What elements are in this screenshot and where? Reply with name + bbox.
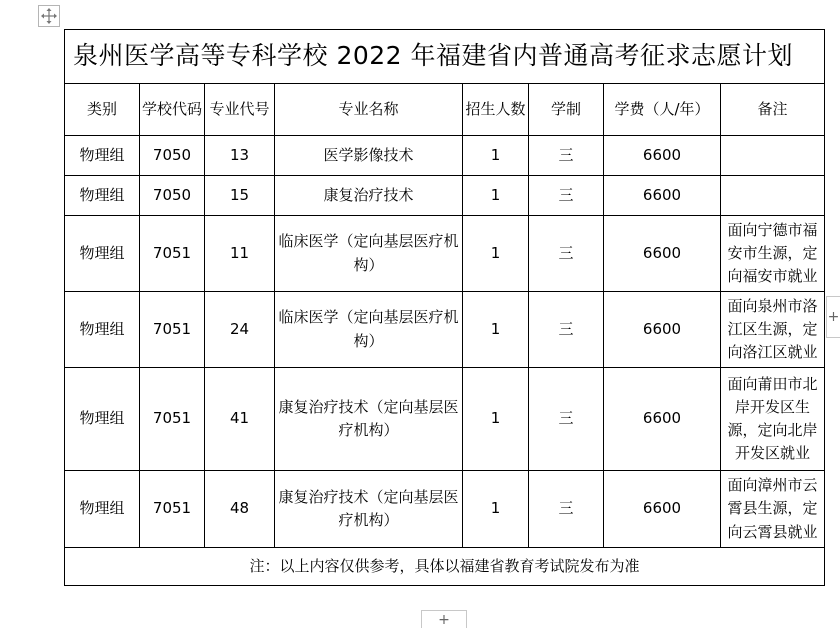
header-category[interactable]: 类别	[65, 84, 140, 136]
cell-major-code[interactable]: 41	[205, 368, 275, 471]
cell-major-code[interactable]: 24	[205, 292, 275, 368]
cell-major-name[interactable]: 康复治疗技术	[275, 176, 463, 216]
header-row	[65, 84, 825, 136]
cell-major-name[interactable]: 临床医学（定向基层医疗机构）	[275, 216, 463, 292]
cell-school-code[interactable]: 7051	[140, 216, 205, 292]
cell-category[interactable]: 物理组	[65, 216, 140, 292]
header-duration[interactable]: 学制	[529, 84, 604, 136]
cell-category[interactable]: 物理组	[65, 136, 140, 176]
cell-remark[interactable]	[721, 136, 825, 176]
cell-school-code[interactable]: 7050	[140, 136, 205, 176]
cell-enroll[interactable]: 1	[463, 471, 529, 548]
header-enroll[interactable]: 招生人数	[463, 84, 529, 136]
enrollment-plan-table	[64, 29, 825, 586]
cell-duration[interactable]: 三	[529, 368, 604, 471]
cell-category[interactable]: 物理组	[65, 471, 140, 548]
cell-tuition[interactable]: 6600	[604, 176, 721, 216]
cell-school-code[interactable]: 7051	[140, 471, 205, 548]
cell-school-code[interactable]: 7051	[140, 292, 205, 368]
cell-enroll[interactable]: 1	[463, 176, 529, 216]
cell-school-code[interactable]: 7051	[140, 368, 205, 471]
cell-duration[interactable]: 三	[529, 216, 604, 292]
header-school-code[interactable]: 学校代码	[140, 84, 205, 136]
cell-remark[interactable]	[721, 176, 825, 216]
table-row	[65, 368, 825, 471]
cell-duration[interactable]: 三	[529, 176, 604, 216]
table-move-handle[interactable]	[38, 5, 60, 27]
cell-remark[interactable]: 面向宁德市福安市生源，定向福安市就业	[721, 216, 825, 292]
cell-category[interactable]: 物理组	[65, 292, 140, 368]
table-row	[65, 471, 825, 548]
cell-tuition[interactable]: 6600	[604, 368, 721, 471]
cell-category[interactable]: 物理组	[65, 368, 140, 471]
cell-enroll[interactable]: 1	[463, 136, 529, 176]
table-row	[65, 176, 825, 216]
cell-duration[interactable]: 三	[529, 136, 604, 176]
cell-duration[interactable]: 三	[529, 471, 604, 548]
cell-enroll[interactable]: 1	[463, 216, 529, 292]
header-major-code[interactable]: 专业代号	[205, 84, 275, 136]
cell-tuition[interactable]: 6600	[604, 292, 721, 368]
cell-major-code[interactable]: 13	[205, 136, 275, 176]
cell-tuition[interactable]: 6600	[604, 136, 721, 176]
cell-major-name[interactable]: 医学影像技术	[275, 136, 463, 176]
table-row	[65, 292, 825, 368]
cell-enroll[interactable]: 1	[463, 292, 529, 368]
cell-major-code[interactable]: 15	[205, 176, 275, 216]
table-row	[65, 136, 825, 176]
header-tuition[interactable]: 学费（人/年）	[604, 84, 721, 136]
cell-major-name[interactable]: 临床医学（定向基层医疗机构）	[275, 292, 463, 368]
cell-enroll[interactable]: 1	[463, 368, 529, 471]
cell-remark[interactable]: 面向漳州市云霄县生源，定向云霄县就业	[721, 471, 825, 548]
cell-tuition[interactable]: 6600	[604, 471, 721, 548]
cell-major-name[interactable]: 康复治疗技术（定向基层医疗机构）	[275, 368, 463, 471]
cell-category[interactable]: 物理组	[65, 176, 140, 216]
footnote[interactable]: 注：以上内容仅供参考，具体以福建省教育考试院发布为准	[65, 548, 825, 586]
cell-major-code[interactable]: 11	[205, 216, 275, 292]
table-title[interactable]: 泉州医学高等专科学校 2022 年福建省内普通高考征求志愿计划	[65, 30, 825, 84]
cell-duration[interactable]: 三	[529, 292, 604, 368]
cell-major-name[interactable]: 康复治疗技术（定向基层医疗机构）	[275, 471, 463, 548]
cell-tuition[interactable]: 6600	[604, 216, 721, 292]
cell-major-code[interactable]: 48	[205, 471, 275, 548]
move-arrows-icon	[40, 7, 58, 25]
cell-remark[interactable]: 面向莆田市北岸开发区生源，定向北岸开发区就业	[721, 368, 825, 471]
header-major-name[interactable]: 专业名称	[275, 84, 463, 136]
cell-school-code[interactable]: 7050	[140, 176, 205, 216]
add-column-button[interactable]: +	[826, 296, 840, 338]
add-row-button[interactable]: +	[421, 610, 467, 628]
table-row	[65, 216, 825, 292]
header-remark[interactable]: 备注	[721, 84, 825, 136]
cell-remark[interactable]: 面向泉州市洛江区生源，定向洛江区就业	[721, 292, 825, 368]
